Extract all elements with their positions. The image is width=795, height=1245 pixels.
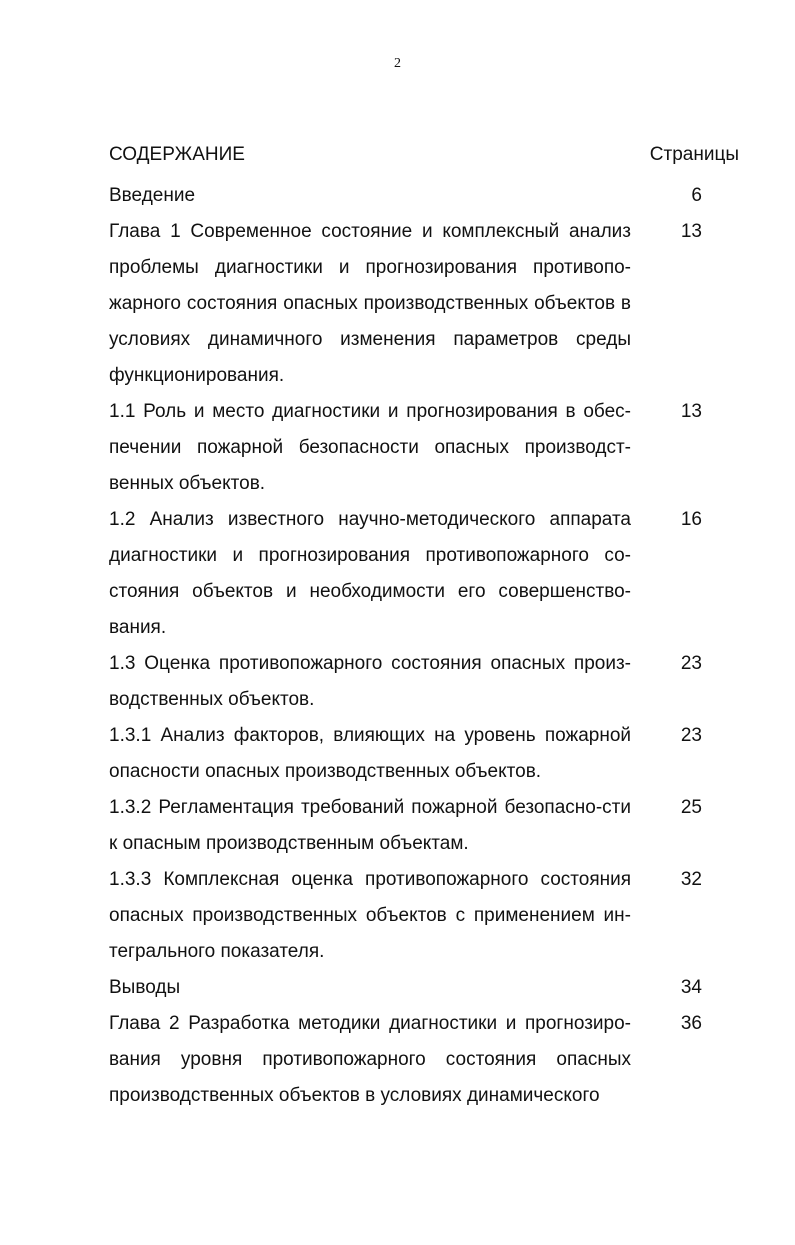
toc-entry-page: 32: [680, 869, 702, 890]
toc-entry: [109, 502, 715, 646]
toc-entry-page: 25: [680, 797, 702, 818]
toc-entry-page: 36: [680, 1013, 702, 1034]
toc-entry-page: 23: [680, 653, 702, 674]
toc-entry-text: 1.2 Анализ известного научно-методического аппарата диагностики и прогнозирования противопожарного со-стояния объектов и необходимости его совершенство-вания.: [109, 509, 631, 638]
toc-entry: [109, 862, 715, 970]
toc-entry-text: Выводы: [109, 977, 181, 998]
toc-entry: [109, 970, 715, 1006]
toc-entry-page: 16: [680, 509, 702, 530]
toc-entry: [109, 790, 715, 862]
toc-heading: СОДЕРЖАНИЕ: [109, 144, 245, 165]
toc-entry-text: 1.3.2 Регламентация требований пожарной безопасно-сти к опасным производственным объектам.: [109, 797, 631, 854]
page-number: 2: [394, 56, 401, 71]
toc-entry-text: 1.1 Роль и место диагностики и прогнозирования в обес-печении пожарной безопасности опасных производст-венных объектов.: [109, 401, 631, 494]
toc-entry-text: 1.3.3 Комплексная оценка противопожарного состояния опасных производственных объектов с применением ин-тегрального показателя.: [109, 869, 631, 962]
toc-entry-page: 13: [680, 221, 702, 242]
toc-entry-text: Введение: [109, 185, 196, 206]
toc-pages-heading: Страницы: [649, 144, 739, 165]
toc-entry-page: 23: [680, 725, 702, 746]
toc-entry-text: Глава 2 Разработка методики диагностики и прогнозиро-вания уровня противопожарного состояния опасных производственных объектов в условиях динамического: [109, 1013, 631, 1106]
toc-entry: [109, 646, 715, 718]
toc-entry: [109, 214, 715, 394]
toc-header-row: [109, 144, 739, 168]
table-of-contents: [109, 178, 715, 1114]
toc-entry-text: Глава 1 Современное состояние и комплексный анализ проблемы диагностики и прогнозирования противопо-жарного состояния опасных производственных объектов в условиях динамичного изменения параметров среды функционирования.: [109, 221, 631, 386]
toc-entry-page: 6: [691, 185, 702, 206]
toc-entry-text: 1.3 Оценка противопожарного состояния опасных произ-водственных объектов.: [109, 653, 631, 710]
toc-entry: [109, 394, 715, 502]
toc-entry-page: 34: [680, 977, 702, 998]
toc-entry-text: 1.3.1 Анализ факторов, влияющих на уровень пожарной опасности опасных производственных объектов.: [109, 725, 631, 782]
toc-entry: [109, 178, 715, 214]
toc-entry: [109, 718, 715, 790]
toc-entry-page: 13: [680, 401, 702, 422]
toc-entry: [109, 1006, 715, 1114]
